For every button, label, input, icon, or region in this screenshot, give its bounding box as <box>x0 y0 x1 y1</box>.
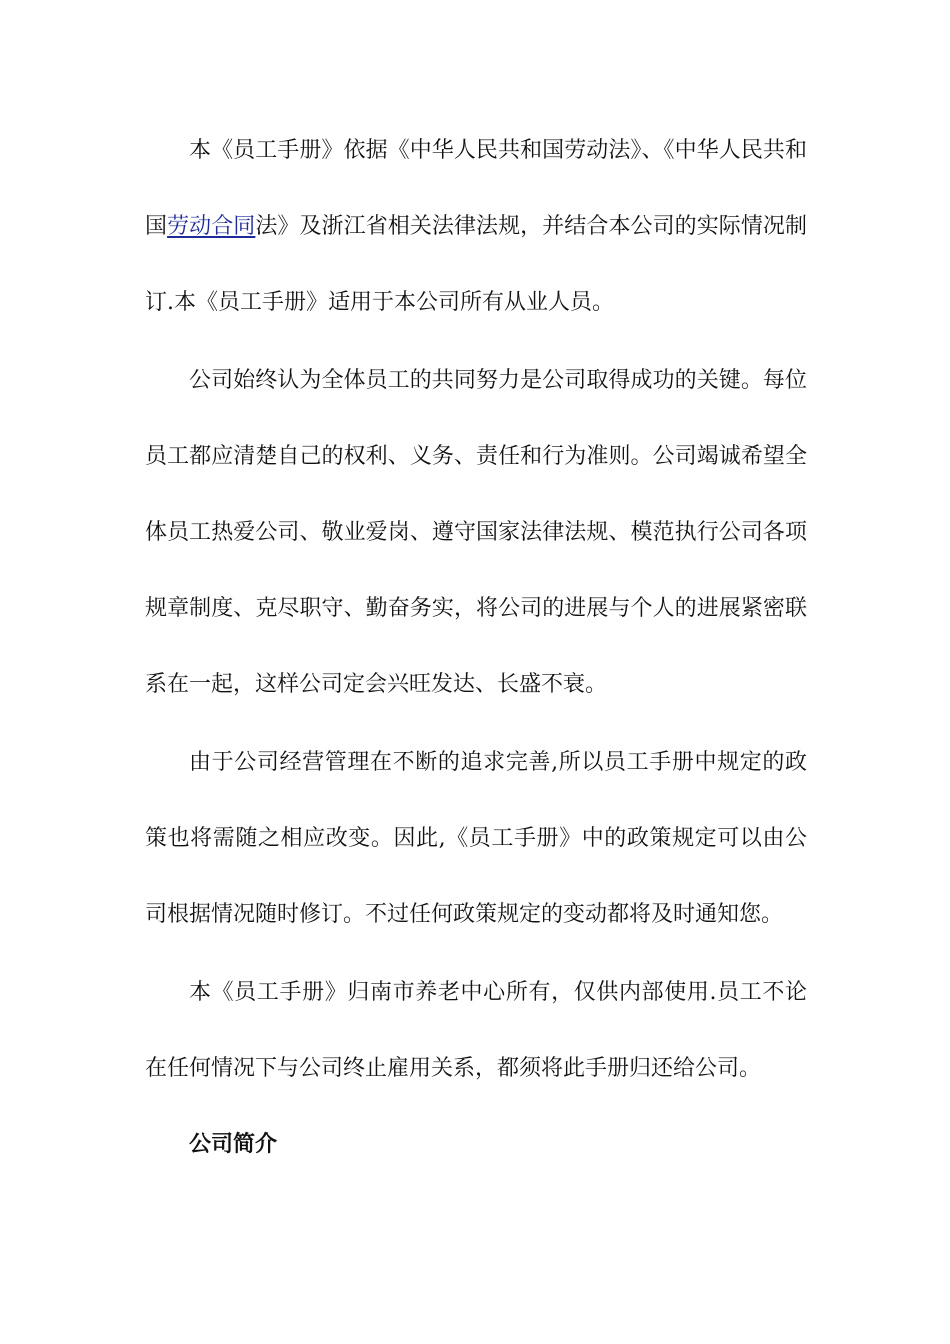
paragraph-company-belief: 公司始终认为全体员工的共同努力是公司取得成功的关键。每位员工都应清楚自己的权利、义务、责任和行为准则。公司竭诚希望全体员工热爱公司、敬业爱岗、遵守国家法律法规、模范执行公司各项规章制度、克尽职守、勤奋务实，将公司的进展与个人的进展紧密联系在一起，这样公司定会兴旺发达、长盛不衰。 <box>145 368 807 697</box>
paragraph-intro <box>145 113 807 341</box>
document-page <box>145 113 807 1183</box>
paragraph-intro-text-after: 法》及浙江省相关法律法规，并结合本公司的实际情况制订.本《员工手册》适用于本公司所有从业人员。 <box>145 214 807 315</box>
paragraph-ownership: 本《员工手册》归南市养老中心所有，仅供内部使用.员工不论在任何情况下与公司终止雇用关系，都须将此手册归还给公司。 <box>145 980 807 1081</box>
paragraph-intro-text-before: 本《员工手册》依据《中华人民共和国劳动法》、《中华人民共和国 <box>145 138 807 239</box>
labor-contract-link[interactable]: 劳动合同 <box>167 214 256 239</box>
section-heading-company-intro: 公司简介 <box>189 1132 278 1157</box>
paragraph-policy-changes: 由于公司经营管理在不断的追求完善,所以员工手册中规定的政策也将需随之相应改变。因此,《员工手册》中的政策规定可以由公司根据情况随时修订。不过任何政策规定的变动都将及时通知您。 <box>145 750 807 927</box>
